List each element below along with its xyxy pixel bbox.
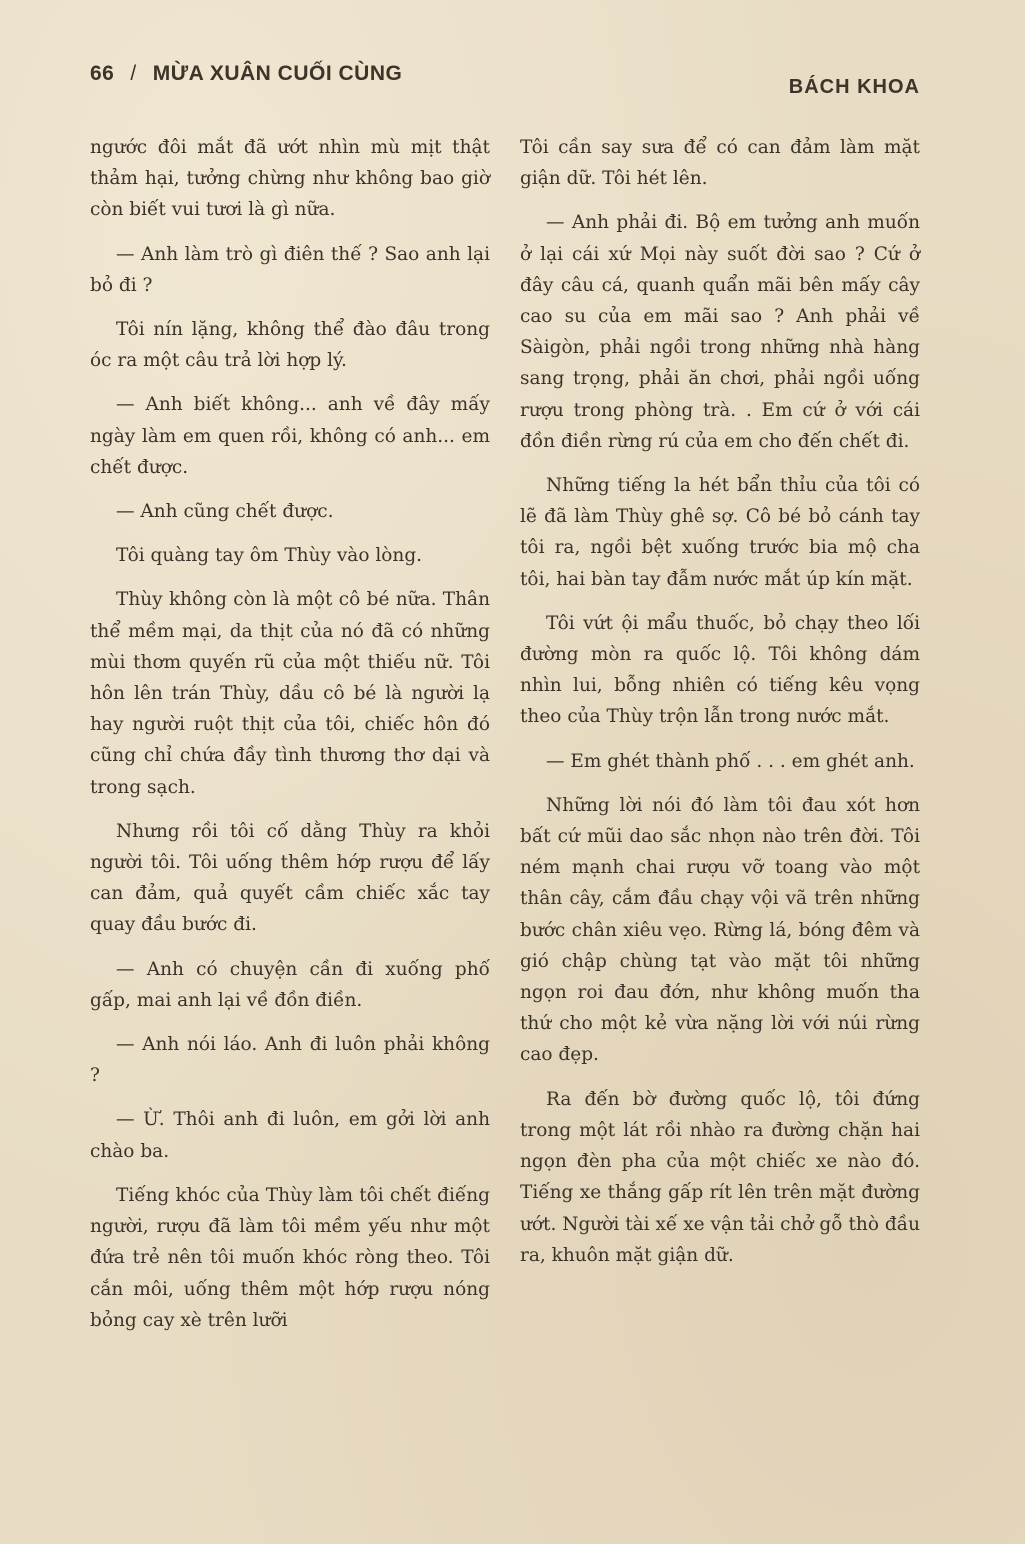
paragraph: — Anh biết không... anh về đây mấy ngày làm em quen rồi, không có anh... em chết được. <box>90 394 490 478</box>
page-header <box>90 62 920 102</box>
paragraph: Tiếng khóc của Thùy làm tôi chết điếng người, rượu đã làm tôi mềm yếu như một đứa trẻ nên tôi muốn khóc ròng theo. Tôi cắn môi, uống thêm một hớp rượu nóng bỏng cay xè trên lưỡi <box>90 1184 490 1331</box>
paragraph: ngước đôi mắt đã ướt nhìn mù mịt thật thảm hại, tưởng chừng như không bao giờ còn biết vui tươi là gì nữa. <box>90 137 490 221</box>
paragraph: — Anh phải đi. Bộ em tưởng anh muốn ở lại cái xứ Mọi này suốt đời sao ? Cứ ở đây câu cá, quanh quẩn mãi bên mấy cây cao su của em mãi sao ? Anh phải về Sàigòn, phải ngồi trong những nhà hàng sang trọng, phải ăn chơi, phải ngồi uống rượu trong phòng trà. . Em cứ ở với cái đồn điền rừng rú của em cho đến chết đi. <box>520 212 920 452</box>
paragraph: — Em ghét thành phố . . . em ghét anh. <box>546 750 915 772</box>
paragraph: Thùy không còn là một cô bé nữa. Thân thể mềm mại, da thịt của nó đã có những mùi thơm quyến rũ của một thiếu nữ. Tôi hôn lên trán Thùy, dầu cô bé là người lạ hay người ruột thịt của tôi, chiếc hôn đó cũng chỉ chứa đầy tình thương thơ dại và trong sạch. <box>90 589 490 798</box>
story-title: MỪA XUÂN CUỐI CÙNG <box>152 62 403 85</box>
paragraph: Nhưng rồi tôi cố dằng Thùy ra khỏi người tôi. Tôi uống thêm hớp rượu để lấy can đảm, quả quyết cầm chiếc xắc tay quay đầu bước đi. <box>90 820 490 936</box>
header-separator: / <box>130 62 137 85</box>
right-column <box>520 132 920 1284</box>
publication-name: BÁCH KHOA <box>788 76 920 98</box>
paragraph: Tôi nín lặng, không thể đào đâu trong óc ra một câu trả lời hợp lý. <box>90 319 490 372</box>
paragraph: Những lời nói đó làm tôi đau xót hơn bất cứ mũi dao sắc nhọn nào trên đời. Tôi ném mạnh chai rượu vỡ toang vào một thân cây, cắm đầu chạy vội vã trên những bước chân xiêu vẹo. Rừng lá, bóng đêm và gió chập chùng tạt vào mặt tôi những ngọn roi đau đớn, như không muốn tha thứ cho một kẻ vừa nặng lời với núi rừng cao đẹp. <box>520 794 920 1066</box>
header-left <box>90 62 402 86</box>
page-number: 66 <box>90 62 115 85</box>
paragraph: — Anh làm trò gì điên thế ? Sao anh lại bỏ đi ? <box>90 243 490 296</box>
paragraph: Ra đến bờ đường quốc lộ, tôi đứng trong một lát rồi nhào ra đường chặn hai ngọn đèn pha của một chiếc xe nào đó. Tiếng xe thắng gấp rít lên trên mặt đường ướt. Người tài xế xe vận tải chở gỗ thò đầu ra, khuôn mặt giận dữ. <box>520 1088 920 1266</box>
paragraph: Tôi vứt ội mẩu thuốc, bỏ chạy theo lối đường mòn ra quốc lộ. Tôi không dám nhìn lui, bỗng nhiên có tiếng kêu vọng theo của Thùy trộn lẫn trong nước mắt. <box>520 612 920 728</box>
paragraph: Tôi quàng tay ôm Thùy vào lòng. <box>116 545 423 567</box>
left-column <box>90 132 490 1349</box>
paragraph: Tôi cần say sưa để có can đảm làm mặt giận dữ. Tôi hét lên. <box>520 137 920 190</box>
paragraph: — Ừ. Thôi anh đi luôn, em gởi lời anh chào ba. <box>90 1109 490 1162</box>
paragraph: — Anh có chuyện cần đi xuống phố gấp, mai anh lại về đồn điền. <box>90 958 490 1011</box>
paragraph: Những tiếng la hét bẩn thỉu của tôi có lẽ đã làm Thùy ghê sợ. Cô bé bỏ cánh tay tôi ra, ngồi bệt xuống trước bia mộ cha tôi, hai bàn tay đẫm nước mắt úp kín mặt. <box>520 475 920 590</box>
paragraph: — Anh nói láo. Anh đi luôn phải không ? <box>90 1034 490 1087</box>
paragraph: — Anh cũng chết được. <box>116 501 334 523</box>
